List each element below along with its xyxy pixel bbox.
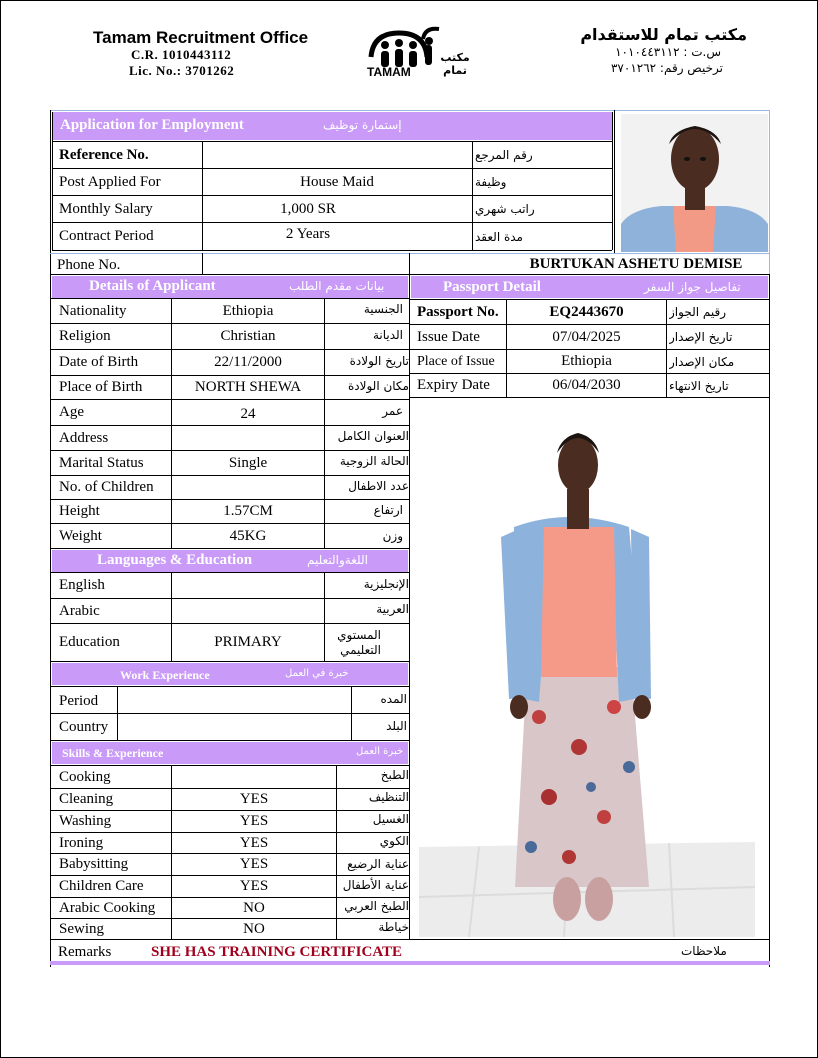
candidate-name: BURTUKAN ASHETU DEMISE [529, 255, 743, 272]
english-label-ar: الإنجليزية [363, 576, 409, 591]
monthly-salary-label: Monthly Salary [59, 200, 153, 217]
weight-label-ar: وزن [382, 529, 403, 543]
languages-title-ar: اللغةوالتعليم [307, 553, 368, 567]
phone-label: Phone No. [57, 256, 121, 273]
religion-label-ar: الديانة [372, 327, 403, 342]
babysitting-label: Babysitting [59, 856, 129, 872]
logo-text-en: TAMAM [367, 65, 411, 79]
license-number-ar: ترخيص رقم: ٣٧٠١٢٦٢ [610, 61, 723, 75]
height-label-ar: ارتفاع [373, 502, 403, 517]
applicant-full-body-photo [419, 417, 755, 937]
education-label-ar: المستوي التعليمي [337, 627, 381, 657]
washing-value: YES [239, 813, 269, 829]
full-body-person-icon [419, 417, 755, 937]
reference-value [203, 142, 471, 168]
applicant-portrait-photo [621, 114, 768, 252]
issue-date-label-ar: تاريخ الإصدار [669, 330, 733, 344]
children-label-ar: عدد الاطفال [348, 478, 409, 493]
arabic-cooking-label-ar: الطبخ العربي [344, 899, 409, 913]
remarks-label: Remarks [58, 943, 112, 960]
passport-no-label-ar: رقيم الجواز [669, 305, 727, 319]
company-name-ar: مكتب تمام للاستقدام [580, 25, 747, 44]
contract-period-value: 2 Years [285, 226, 331, 242]
post-applied-label: Post Applied For [59, 173, 161, 190]
period-value [118, 689, 350, 713]
country-label: Country [59, 719, 109, 735]
logo-text-ar: مكتب تمام [440, 51, 470, 77]
applicant-title-en: Details of Applicant [89, 278, 216, 294]
age-value: 24 [240, 406, 256, 422]
cleaning-label: Cleaning [59, 791, 114, 807]
religion-label: Religion [59, 328, 111, 344]
contract-period-label: Contract Period [59, 228, 154, 244]
arabic-label: Arabic [59, 602, 100, 619]
post-applied-label-ar: وظيفة [475, 175, 507, 189]
children-label: No. of Children [59, 479, 154, 495]
cleaning-label-ar: التنظيف [368, 789, 409, 804]
washing-label: Washing [59, 813, 112, 829]
marital-status-value: Single [228, 454, 268, 471]
sewing-label-ar: خياطة [378, 920, 409, 934]
cleaning-value: YES [239, 791, 269, 807]
children-care-value: YES [239, 878, 269, 894]
period-label: Period [59, 692, 99, 709]
country-label-ar: البلد [386, 718, 407, 733]
arabic-label-ar: العربية [376, 602, 409, 616]
cooking-label-ar: الطبخ [380, 768, 409, 782]
languages-title-en: Languages & Education [97, 552, 253, 568]
place-of-birth-value: NORTH SHEWA [194, 379, 302, 395]
cooking-label: Cooking [59, 768, 111, 785]
place-of-birth-label: Place of Birth [59, 379, 143, 395]
marital-status-label-ar: الحالة الزوجية [339, 454, 409, 468]
ironing-value: YES [239, 834, 269, 851]
passport-title-en: Passport Detail [443, 279, 541, 295]
passport-no-value: EQ2443670 [549, 303, 624, 320]
height-label: Height [59, 503, 100, 519]
arabic-value [172, 599, 324, 623]
application-title-en: Application for Employment [60, 117, 244, 133]
arabic-cooking-label: Arabic Cooking [59, 899, 156, 916]
license-number-en: Lic. No.: 3701262 [129, 63, 235, 78]
country-value [118, 715, 350, 740]
weight-value: 45KG [229, 527, 267, 544]
age-label: Age [59, 404, 84, 420]
education-label: Education [59, 634, 120, 650]
weight-label: Weight [59, 527, 102, 544]
phone-value [203, 255, 408, 275]
skills-title-ar: خبرة العمل [356, 746, 404, 757]
nationality-value: Ethiopia [222, 302, 274, 319]
arabic-cooking-value: NO [243, 899, 265, 916]
reference-label-ar: رقم المرجع [475, 148, 533, 162]
address-label: Address [59, 429, 109, 446]
cooking-value [172, 766, 336, 788]
post-applied-value: House Maid [300, 173, 374, 190]
contract-period-label-ar: مدة العقد [475, 229, 523, 244]
work-title-en: Work Experience [120, 668, 210, 682]
expiry-date-value: 06/04/2030 [552, 377, 621, 393]
babysitting-value: YES [239, 856, 269, 872]
sewing-label: Sewing [59, 920, 104, 937]
monthly-salary-label-ar: راتب شهري [475, 202, 535, 216]
expiry-date-label-ar: تاريخ الانتهاء [669, 378, 729, 393]
dob-value: 22/11/2000 [214, 354, 282, 370]
place-of-issue-value: Ethiopia [561, 353, 612, 369]
education-value: PRIMARY [214, 634, 282, 650]
height-value: 1.57CM [223, 503, 273, 519]
dob-label: Date of Birth [59, 354, 139, 370]
work-title-ar: خبرة في العمل [285, 668, 349, 679]
issue-date-label: Issue Date [417, 328, 480, 345]
expiry-date-label: Expiry Date [417, 377, 490, 393]
work-header-bar [52, 663, 408, 685]
period-label-ar: المده [380, 692, 407, 706]
ironing-label-ar: الكوي [379, 834, 409, 848]
place-of-birth-label-ar: مكان الولادة [347, 378, 409, 393]
children-value [172, 476, 324, 499]
company-logo [363, 21, 485, 81]
sewing-value: NO [243, 920, 265, 937]
religion-value: Christian [220, 328, 276, 344]
nationality-label: Nationality [59, 302, 127, 319]
applicant-title-ar: بيانات مقدم الطلب [289, 279, 385, 293]
passport-title-ar: تفاصيل جواز السفر [644, 280, 741, 294]
passport-no-label: Passport No. [417, 303, 499, 320]
cr-number-ar: س.ت : ١٠١٠٤٤٣١١٢ [615, 45, 721, 59]
nationality-label-ar: الجنسية [363, 302, 403, 316]
age-label-ar: عمر [382, 403, 403, 418]
dob-label-ar: تاريخ الولادة [349, 353, 409, 368]
english-label: English [59, 577, 105, 593]
place-of-issue-label-ar: مكان الإصدار [669, 354, 735, 369]
remarks-label-ar: ملاحظات [681, 944, 727, 958]
children-care-label-ar: عناية الأطفال [342, 877, 409, 892]
place-of-issue-label: Place of Issue [417, 353, 495, 369]
washing-label-ar: الغسيل [372, 811, 409, 826]
address-value [172, 426, 324, 450]
address-label-ar: العنوان الكامل [337, 429, 409, 443]
marital-status-label: Marital Status [59, 454, 144, 471]
remarks-value: SHE HAS TRAINING CERTIFICATE [151, 943, 403, 960]
ironing-label: Ironing [59, 834, 104, 851]
skills-title-en: Skills & Experience [62, 746, 164, 760]
reference-label: Reference No. [59, 146, 149, 163]
english-value [172, 573, 324, 598]
issue-date-value: 07/04/2025 [552, 328, 621, 345]
cr-number-en: C.R. 1010443112 [131, 47, 232, 62]
monthly-salary-value: 1,000 SR [280, 200, 336, 217]
children-care-label: Children Care [59, 878, 144, 894]
company-name-en: Tamam Recruitment Office [93, 28, 309, 47]
babysitting-label-ar: عناية الرضيع [347, 856, 409, 871]
application-title-ar: إستمارة توظيف [323, 118, 402, 132]
portrait-person-icon [621, 114, 768, 252]
